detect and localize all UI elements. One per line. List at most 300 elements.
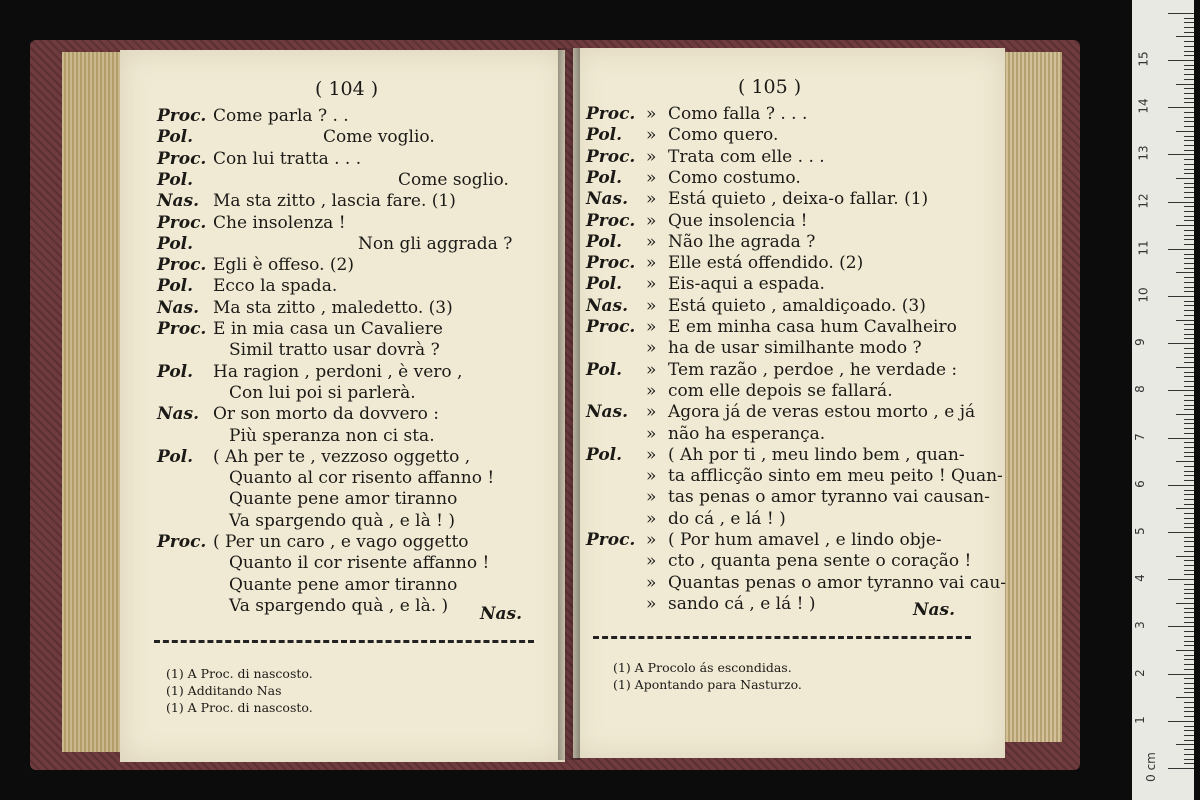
ruler-tick bbox=[1184, 169, 1194, 170]
ruler-tick bbox=[1184, 617, 1194, 618]
verse-line bbox=[586, 551, 971, 571]
verse-text: Ma sta zitto , maledetto. (3) bbox=[213, 297, 453, 318]
verse-text: Elle está offendido. (2) bbox=[668, 253, 864, 274]
ruler-tick bbox=[1184, 490, 1194, 491]
ruler-tick bbox=[1168, 390, 1194, 391]
verse-line bbox=[157, 255, 354, 275]
verse-text: tas penas o amor tyranno vai causan- bbox=[668, 487, 990, 508]
verse-text: Con lui poi si parlerà. bbox=[229, 382, 416, 403]
verse-text: Va spargendo quà , e là. ) bbox=[229, 595, 449, 616]
ruler-tick bbox=[1184, 598, 1194, 599]
verse-text: Va spargendo quà , e là ! ) bbox=[229, 510, 456, 531]
ruler-tick bbox=[1184, 527, 1194, 528]
ruler-label: 9 bbox=[1132, 338, 1147, 347]
ruler-tick bbox=[1184, 678, 1194, 679]
ruler-tick bbox=[1184, 88, 1194, 89]
verse-text: Quante pene amor tiranno bbox=[229, 574, 458, 595]
verse-line bbox=[157, 596, 448, 616]
ruler-tick bbox=[1184, 357, 1194, 358]
ruler-tick bbox=[1184, 239, 1194, 240]
verse-line bbox=[586, 424, 825, 444]
speaker-name: Proc. bbox=[586, 530, 636, 550]
quote-mark: » bbox=[646, 551, 657, 572]
verse-text: Eis-aqui a espada. bbox=[668, 274, 825, 295]
ruler-tick bbox=[1184, 537, 1194, 538]
verse-text: Non gli aggrada ? bbox=[358, 233, 513, 254]
ruler-tick bbox=[1184, 22, 1194, 23]
ruler-tick bbox=[1176, 603, 1194, 604]
ruler-tick bbox=[1184, 574, 1194, 575]
ruler-label: 12 bbox=[1136, 192, 1151, 209]
ruler-tick bbox=[1184, 121, 1194, 122]
ruler-tick bbox=[1184, 631, 1194, 632]
ruler-tick bbox=[1184, 112, 1194, 113]
ruler-tick bbox=[1184, 32, 1194, 33]
ruler-tick bbox=[1184, 560, 1194, 561]
ruler-tick bbox=[1184, 117, 1194, 118]
speaker-name: Nas. bbox=[157, 404, 200, 425]
verse-line bbox=[586, 402, 975, 422]
ruler-label: 13 bbox=[1136, 145, 1151, 162]
ruler-tick bbox=[1184, 159, 1194, 160]
ruler-tick bbox=[1184, 442, 1194, 443]
ruler-tick bbox=[1184, 187, 1194, 188]
ruler-tick bbox=[1184, 763, 1194, 764]
ruler-tick bbox=[1184, 466, 1194, 467]
quote-mark: » bbox=[646, 189, 657, 210]
speaker-name: Proc. bbox=[157, 106, 207, 126]
ruler-tick bbox=[1184, 258, 1194, 259]
ruler-tick bbox=[1184, 18, 1194, 19]
verse-text: Quante pene amor tiranno bbox=[229, 489, 458, 510]
ruler-tick bbox=[1184, 282, 1194, 283]
ruler-label: 4 bbox=[1132, 574, 1147, 583]
ruler-tick bbox=[1184, 475, 1194, 476]
ruler-tick bbox=[1184, 659, 1194, 660]
verse-line bbox=[586, 168, 801, 188]
verse-line bbox=[586, 147, 825, 167]
ruler-tick bbox=[1184, 655, 1194, 656]
ruler-tick bbox=[1184, 254, 1194, 255]
verse-line bbox=[586, 445, 965, 465]
ruler-tick bbox=[1184, 730, 1194, 731]
verse-text: ( Por hum amavel , e lindo obje- bbox=[668, 530, 942, 550]
speaker-name: Pol. bbox=[586, 231, 623, 252]
ruler-tick bbox=[1184, 669, 1194, 670]
ruler-tick bbox=[1184, 423, 1194, 424]
speaker-name: Pol. bbox=[157, 276, 194, 297]
ruler-tick bbox=[1176, 556, 1194, 557]
verse-line bbox=[157, 234, 512, 254]
verse-line bbox=[157, 575, 457, 595]
ruler-label: 14 bbox=[1136, 98, 1151, 114]
verse-text: Come parla ? . . bbox=[213, 106, 349, 126]
book-gutter bbox=[558, 48, 580, 760]
ruler-tick bbox=[1168, 13, 1194, 14]
footnote: (1) A Procolo ás escondidas. bbox=[613, 660, 792, 675]
speaker-name: Proc. bbox=[157, 148, 207, 169]
verse-line bbox=[586, 296, 926, 316]
quote-mark: » bbox=[646, 210, 657, 231]
ruler-tick bbox=[1184, 334, 1194, 335]
ruler-tick bbox=[1184, 612, 1194, 613]
quote-mark: » bbox=[646, 593, 657, 614]
speaker-name: Nas. bbox=[157, 191, 200, 212]
quote-mark: » bbox=[646, 530, 657, 550]
quote-mark: » bbox=[646, 146, 657, 167]
ruler-tick bbox=[1184, 433, 1194, 434]
verse-line bbox=[157, 362, 462, 382]
ruler-tick bbox=[1184, 759, 1194, 760]
quote-mark: » bbox=[646, 317, 657, 337]
speaker-name: Nas. bbox=[586, 295, 629, 316]
verse-line bbox=[586, 338, 922, 358]
ruler-tick bbox=[1184, 608, 1194, 609]
verse-text: Tem razão , perdoe , he verdade : bbox=[668, 359, 958, 380]
speaker-name: Pol. bbox=[157, 233, 194, 254]
speaker-name: Proc. bbox=[157, 319, 207, 339]
verse-text: Quanto il cor risente affanno ! bbox=[229, 553, 490, 574]
quote-mark: » bbox=[646, 253, 657, 274]
ruler-tick bbox=[1184, 740, 1194, 741]
ruler-tick bbox=[1184, 565, 1194, 566]
ruler-tick bbox=[1184, 51, 1194, 52]
left-page-edges bbox=[62, 52, 122, 752]
ruler-tick bbox=[1184, 69, 1194, 70]
speaker-name: Pol. bbox=[586, 167, 623, 188]
verse-text: E in mia casa un Cavaliere bbox=[213, 319, 443, 339]
ruler-tick bbox=[1168, 60, 1194, 61]
ruler-tick bbox=[1184, 376, 1194, 377]
ruler-tick bbox=[1176, 744, 1194, 745]
verse-text: Simil tratto usar dovrà ? bbox=[229, 340, 440, 361]
verse-text: cto , quanta pena sente o coração ! bbox=[668, 551, 972, 572]
speaker-name: Proc. bbox=[586, 146, 636, 167]
ruler-tick bbox=[1184, 211, 1194, 212]
quote-mark: » bbox=[646, 359, 657, 380]
ruler-tick bbox=[1184, 546, 1194, 547]
ruler-tick bbox=[1184, 622, 1194, 623]
ruler-tick bbox=[1184, 230, 1194, 231]
ruler-tick bbox=[1168, 249, 1194, 250]
verse-line bbox=[157, 489, 457, 509]
ruler-tick bbox=[1184, 74, 1194, 75]
footnote: (1) Apontando para Nasturzo. bbox=[613, 677, 802, 692]
verse-text: Quantas penas o amor tyranno vai cau- bbox=[668, 572, 1007, 593]
verse-line bbox=[586, 317, 957, 337]
ruler-tick bbox=[1184, 277, 1194, 278]
quote-mark: » bbox=[646, 487, 657, 508]
quote-mark: » bbox=[646, 380, 657, 401]
speaker-name: Nas. bbox=[586, 189, 629, 210]
ruler-tick bbox=[1184, 447, 1194, 448]
quote-mark: » bbox=[646, 125, 657, 146]
verse-text: ( Per un caro , e vago oggetto bbox=[213, 532, 469, 552]
verse-line bbox=[586, 573, 1006, 593]
ruler-tick bbox=[1184, 220, 1194, 221]
verse-line bbox=[586, 274, 825, 294]
verse-text: Trata com elle . . . bbox=[668, 146, 825, 167]
ruler-tick bbox=[1184, 353, 1194, 354]
ruler-tick bbox=[1184, 372, 1194, 373]
verse-line bbox=[157, 340, 440, 360]
speaker-name: Proc. bbox=[586, 253, 636, 274]
quote-mark: » bbox=[646, 572, 657, 593]
ruler-tick bbox=[1184, 513, 1194, 514]
ruler-tick bbox=[1184, 641, 1194, 642]
verse-text: Não lhe agrada ? bbox=[668, 231, 816, 252]
ruler-tick bbox=[1168, 438, 1194, 439]
ruler-tick bbox=[1184, 409, 1194, 410]
verse-text: sando cá , e lá ! ) bbox=[668, 593, 816, 614]
verse-line bbox=[157, 404, 439, 424]
ruler-tick bbox=[1184, 183, 1194, 184]
verse-text: Está quieto , amaldiçoado. (3) bbox=[668, 295, 926, 316]
ruler-tick bbox=[1184, 749, 1194, 750]
verse-line bbox=[586, 104, 807, 124]
ruler-tick bbox=[1168, 296, 1194, 297]
speaker-name: Pol. bbox=[586, 274, 623, 295]
speaker-name: Proc. bbox=[157, 212, 207, 233]
ruler-tick bbox=[1184, 301, 1194, 302]
ruler-label: 6 bbox=[1132, 479, 1147, 488]
ruler-label: 8 bbox=[1132, 385, 1147, 394]
speaker-name: Pol. bbox=[157, 169, 194, 190]
verse-text: Or son morto da dovvero : bbox=[213, 404, 440, 425]
quote-mark: » bbox=[646, 444, 657, 465]
speaker-name: Pol. bbox=[157, 361, 194, 382]
ruler-tick bbox=[1184, 518, 1194, 519]
ruler-tick bbox=[1184, 692, 1194, 693]
ruler-tick bbox=[1184, 471, 1194, 472]
ruler-tick bbox=[1184, 102, 1194, 103]
verse-text: Che insolenza ! bbox=[213, 212, 346, 233]
catchword: Nas. bbox=[480, 604, 523, 624]
verse-line bbox=[586, 487, 990, 507]
measuring-ruler bbox=[1132, 0, 1194, 800]
ruler-tick bbox=[1168, 768, 1194, 769]
ruler-tick bbox=[1176, 272, 1194, 273]
speaker-name: Pol. bbox=[586, 125, 623, 146]
ruler-tick bbox=[1184, 688, 1194, 689]
verse-text: Ecco la spada. bbox=[213, 276, 338, 297]
ruler-tick bbox=[1184, 593, 1194, 594]
ruler-tick bbox=[1184, 268, 1194, 269]
ruler-tick bbox=[1184, 707, 1194, 708]
verse-line bbox=[157, 426, 435, 446]
ruler-tick bbox=[1168, 626, 1194, 627]
verse-line bbox=[586, 381, 893, 401]
ruler-label: 11 bbox=[1136, 240, 1151, 256]
ruler-label: 1 bbox=[1132, 715, 1147, 724]
ruler-tick bbox=[1184, 381, 1194, 382]
speaker-name: Proc. bbox=[586, 210, 636, 231]
speaker-name: Nas. bbox=[157, 297, 200, 318]
verse-line bbox=[157, 276, 337, 296]
ruler-tick bbox=[1184, 541, 1194, 542]
ruler-tick bbox=[1176, 225, 1194, 226]
right-page-edges bbox=[1000, 52, 1062, 742]
ruler-tick bbox=[1184, 338, 1194, 339]
catchword: Nas. bbox=[913, 600, 956, 620]
page-number: ( 105 ) bbox=[738, 76, 802, 98]
ruler-tick bbox=[1184, 456, 1194, 457]
quote-mark: » bbox=[646, 274, 657, 295]
ruler-tick bbox=[1184, 716, 1194, 717]
verse-line bbox=[586, 594, 816, 614]
footnote: (1) Additando Nas bbox=[166, 683, 282, 698]
ruler-tick bbox=[1184, 136, 1194, 137]
quote-mark: » bbox=[646, 104, 657, 124]
ruler-label: 0 cm bbox=[1143, 752, 1158, 782]
verse-text: ( Ah per te , vezzoso oggetto , bbox=[213, 446, 471, 467]
verse-text: E em minha casa hum Cavalheiro bbox=[668, 317, 957, 337]
verse-line bbox=[157, 127, 435, 147]
ruler-tick bbox=[1176, 697, 1194, 698]
ruler-tick bbox=[1176, 36, 1194, 37]
footnote: (1) A Proc. di nascosto. bbox=[166, 700, 313, 715]
ruler-tick bbox=[1184, 523, 1194, 524]
speaker-name: Proc. bbox=[586, 104, 636, 124]
verse-line bbox=[157, 553, 489, 573]
ruler-tick bbox=[1184, 79, 1194, 80]
ruler-tick bbox=[1184, 164, 1194, 165]
speaker-name: Proc. bbox=[586, 317, 636, 337]
verse-text: do cá , e lá ! ) bbox=[668, 508, 786, 529]
quote-mark: » bbox=[646, 295, 657, 316]
verse-text: Agora já de veras estou morto , e já bbox=[668, 402, 976, 423]
ruler-tick bbox=[1184, 570, 1194, 571]
ruler-tick bbox=[1176, 508, 1194, 509]
verse-text: Con lui tratta . . . bbox=[213, 148, 362, 169]
ruler-tick bbox=[1184, 55, 1194, 56]
ruler-tick bbox=[1176, 84, 1194, 85]
verse-text: ( Ah por ti , meu lindo bem , quan- bbox=[668, 444, 965, 465]
verse-line bbox=[586, 509, 786, 529]
verse-line bbox=[157, 511, 455, 531]
verse-line bbox=[157, 298, 453, 318]
ruler-tick bbox=[1184, 310, 1194, 311]
verse-text: Como falla ? . . . bbox=[668, 104, 808, 124]
speaker-name: Pol. bbox=[586, 444, 623, 465]
verse-line bbox=[586, 466, 1003, 486]
verse-line bbox=[586, 232, 815, 252]
verse-line bbox=[586, 253, 863, 273]
ruler-tick bbox=[1176, 461, 1194, 462]
ruler-tick bbox=[1168, 674, 1194, 675]
ruler-tick bbox=[1168, 532, 1194, 533]
verse-line bbox=[157, 213, 346, 233]
ruler-tick bbox=[1176, 131, 1194, 132]
right-page bbox=[573, 48, 1005, 758]
speaker-name: Pol. bbox=[157, 446, 194, 467]
ruler-tick bbox=[1184, 305, 1194, 306]
ruler-tick bbox=[1184, 235, 1194, 236]
verse-text: Come soglio. bbox=[398, 169, 509, 190]
verse-text: Ha ragion , perdoni , è vero , bbox=[213, 361, 463, 382]
ruler-label: 10 bbox=[1136, 287, 1151, 303]
ruler-tick bbox=[1184, 589, 1194, 590]
ruler-tick bbox=[1184, 145, 1194, 146]
ruler-tick bbox=[1184, 395, 1194, 396]
ruler-tick bbox=[1184, 348, 1194, 349]
verse-text: Como costumo. bbox=[668, 167, 801, 188]
ruler-tick bbox=[1184, 419, 1194, 420]
verse-line bbox=[157, 149, 361, 169]
verse-line bbox=[586, 125, 778, 145]
verse-line bbox=[157, 319, 443, 339]
ruler-tick bbox=[1184, 206, 1194, 207]
ruler-tick bbox=[1184, 584, 1194, 585]
ruler-tick bbox=[1176, 414, 1194, 415]
speaker-name: Proc. bbox=[157, 532, 207, 552]
ruler-tick bbox=[1184, 263, 1194, 264]
ruler-tick bbox=[1176, 367, 1194, 368]
ruler-tick bbox=[1168, 579, 1194, 580]
ruler-tick bbox=[1184, 428, 1194, 429]
speaker-name: Proc. bbox=[157, 255, 207, 276]
ruler-tick bbox=[1168, 343, 1194, 344]
ruler-tick bbox=[1184, 65, 1194, 66]
quote-mark: » bbox=[646, 231, 657, 252]
verse-text: ha de usar similhante modo ? bbox=[668, 338, 922, 359]
verse-line bbox=[157, 383, 416, 403]
ruler-label: 15 bbox=[1136, 51, 1151, 67]
verse-text: Como quero. bbox=[668, 125, 779, 146]
verse-line bbox=[586, 189, 928, 209]
ruler-tick bbox=[1184, 664, 1194, 665]
ruler-tick bbox=[1168, 721, 1194, 722]
ruler-tick bbox=[1184, 362, 1194, 363]
ruler-tick bbox=[1168, 107, 1194, 108]
verse-text: Ma sta zitto , lascia fare. (1) bbox=[213, 191, 456, 212]
quote-mark: » bbox=[646, 466, 657, 487]
verse-text: ta afflicção sinto em meu peito ! Quan- bbox=[668, 466, 1003, 487]
verse-text: Come voglio. bbox=[323, 127, 435, 148]
left-page bbox=[120, 50, 565, 762]
speaker-name: Pol. bbox=[157, 127, 194, 148]
ruler-tick bbox=[1184, 315, 1194, 316]
quote-mark: » bbox=[646, 338, 657, 359]
ruler-tick bbox=[1184, 287, 1194, 288]
ruler-tick bbox=[1184, 452, 1194, 453]
ruler-tick bbox=[1184, 400, 1194, 401]
verse-line bbox=[586, 360, 957, 380]
verse-text: Quanto al cor risento affanno ! bbox=[229, 468, 495, 489]
verse-text: Più speranza non ci sta. bbox=[229, 425, 435, 446]
ruler-tick bbox=[1184, 216, 1194, 217]
ruler-tick bbox=[1184, 140, 1194, 141]
verse-line bbox=[157, 468, 494, 488]
ruler-tick bbox=[1184, 551, 1194, 552]
footnote-rule bbox=[593, 636, 971, 639]
ruler-tick bbox=[1184, 329, 1194, 330]
ruler-tick bbox=[1184, 150, 1194, 151]
verse-text: Que insolencia ! bbox=[668, 210, 808, 231]
ruler-tick bbox=[1184, 386, 1194, 387]
ruler-tick bbox=[1184, 754, 1194, 755]
ruler-tick bbox=[1184, 27, 1194, 28]
ruler-label: 5 bbox=[1132, 527, 1147, 535]
ruler-tick bbox=[1176, 178, 1194, 179]
verse-line bbox=[157, 191, 456, 211]
quote-mark: » bbox=[646, 423, 657, 444]
ruler-tick bbox=[1184, 494, 1194, 495]
speaker-name: Pol. bbox=[586, 359, 623, 380]
ruler-tick bbox=[1184, 726, 1194, 727]
ruler-tick bbox=[1184, 683, 1194, 684]
ruler-tick bbox=[1184, 126, 1194, 127]
